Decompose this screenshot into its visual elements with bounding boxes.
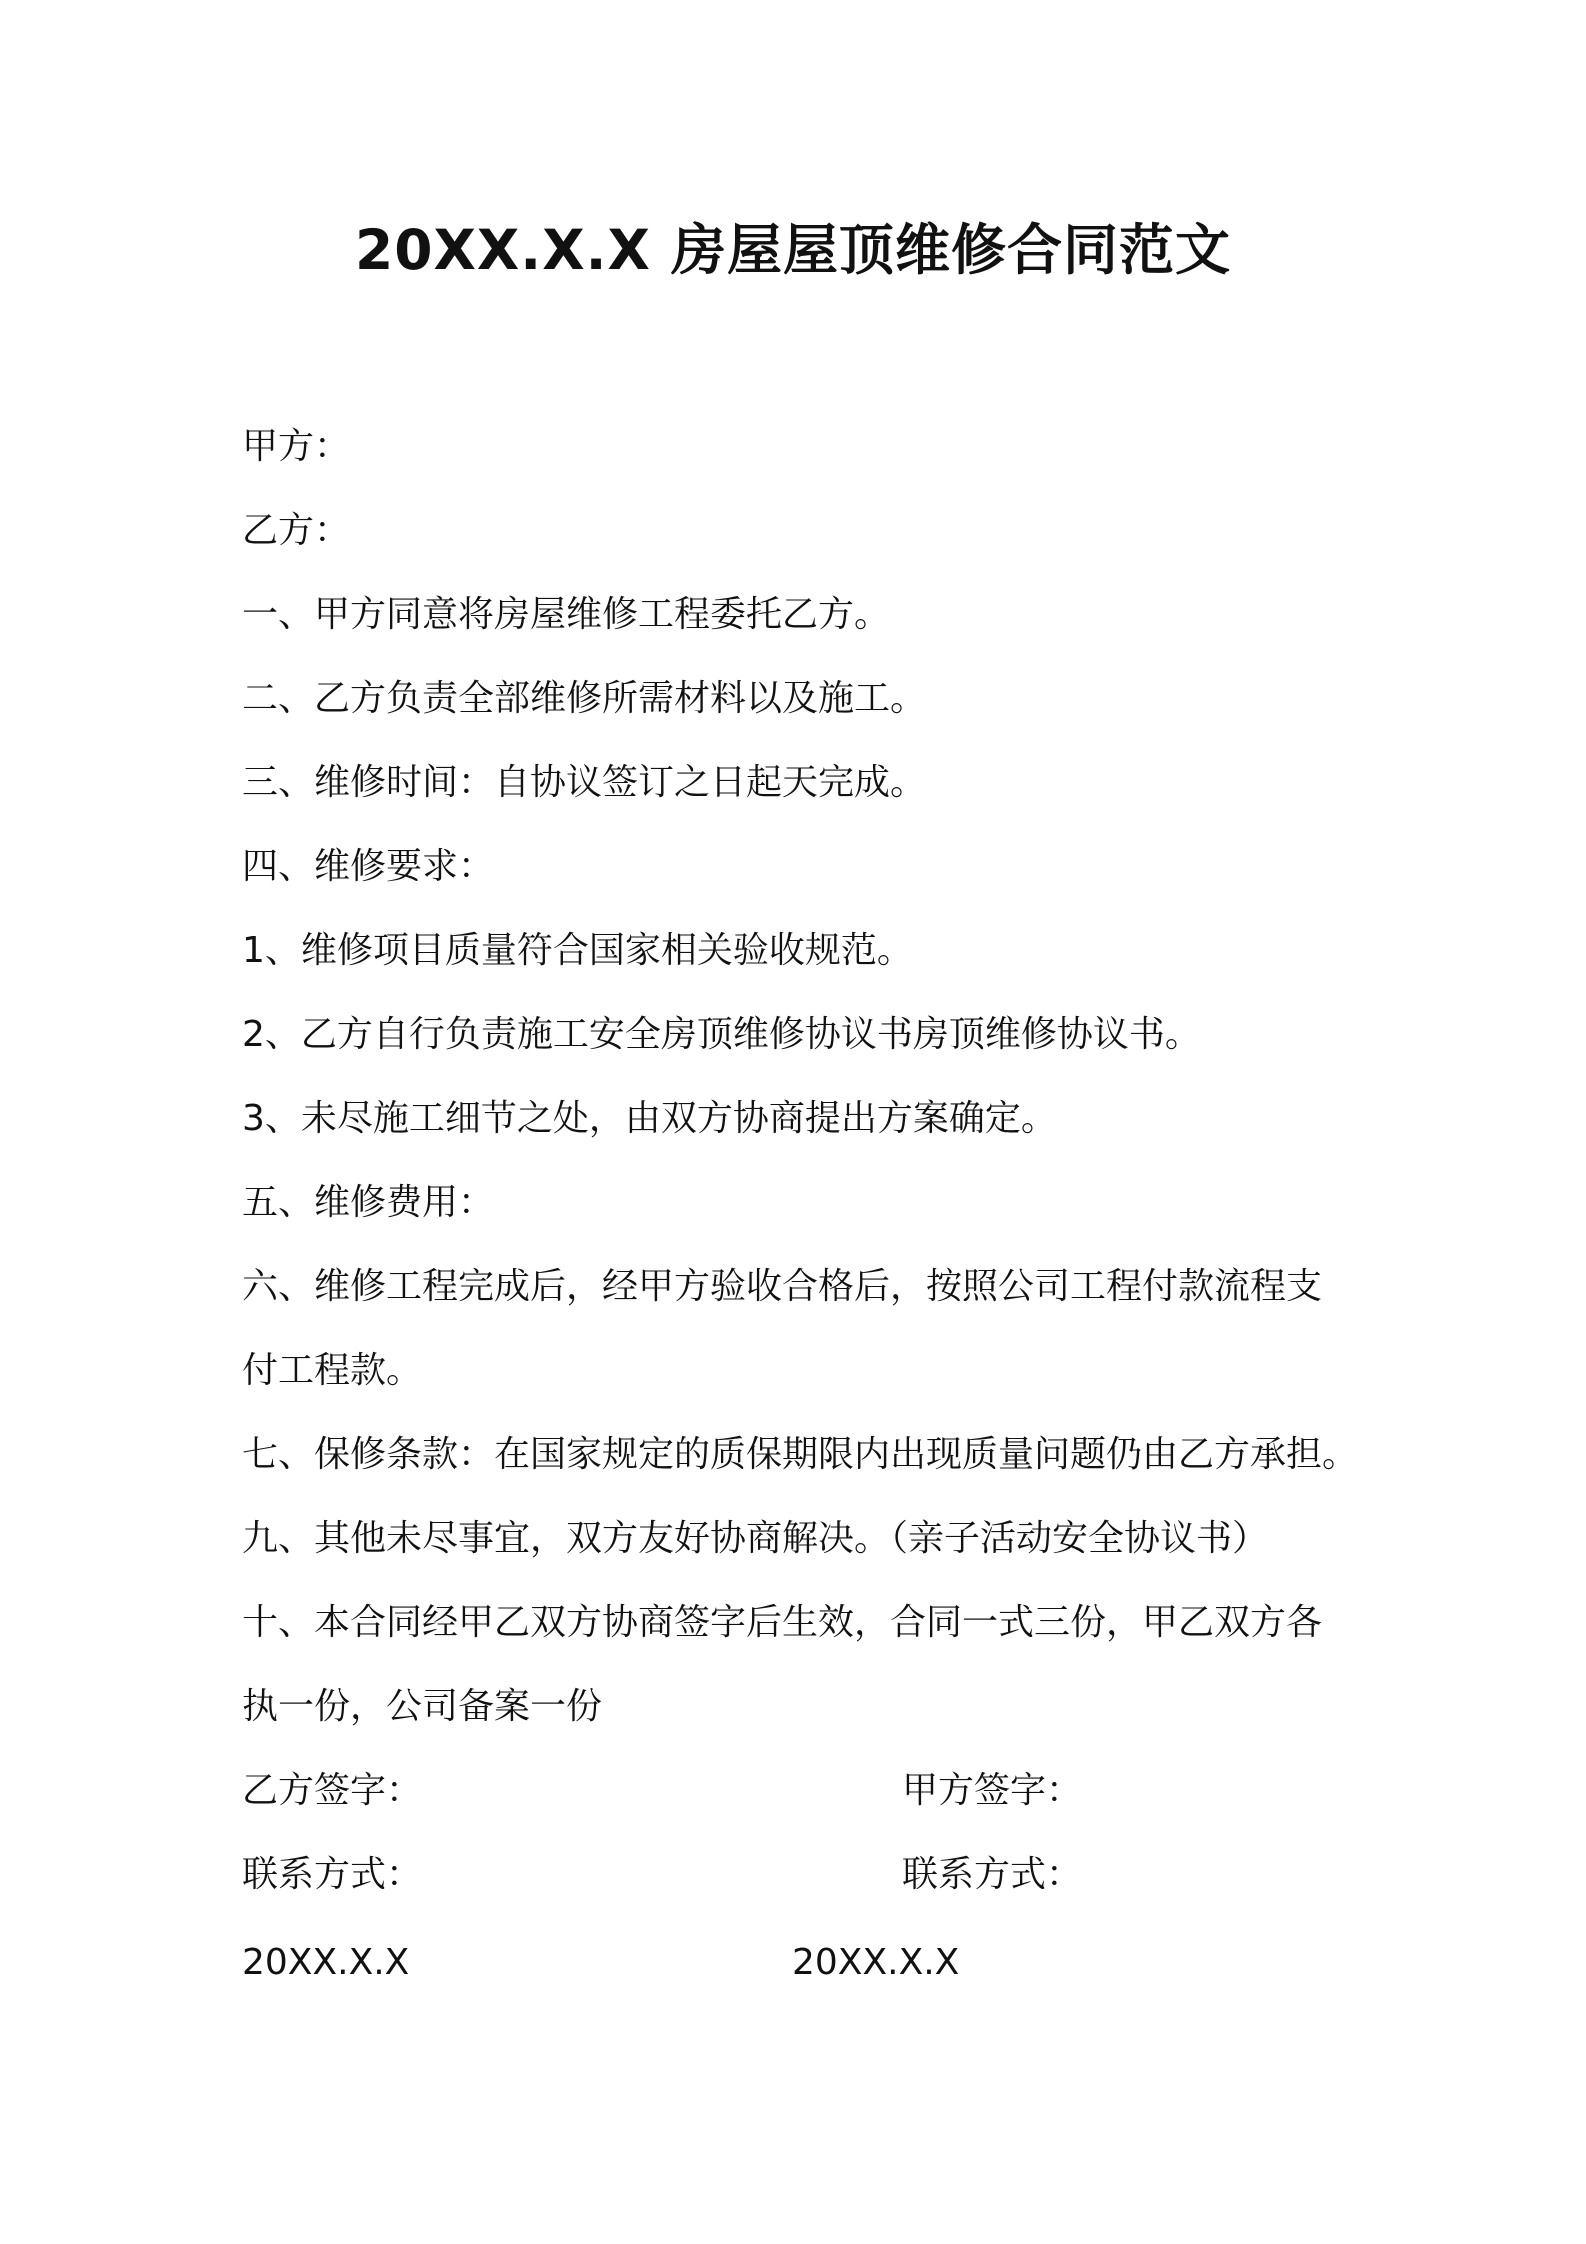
requirement-3: 3、未尽施工细节之处，由双方协商提出方案确定。 <box>242 1098 1057 1139</box>
clause-6-part-1: 六、维修工程完成后，经甲方验收合格后，按照公司工程付款流程支 <box>242 1266 1323 1307</box>
clause-10-part-1: 十、本合同经甲乙双方协商签字后生效，合同一式三份，甲乙双方各 <box>242 1602 1323 1643</box>
clause-10-part-2: 执一份，公司备案一份 <box>242 1686 603 1727</box>
clause-9: 九、其他未尽事宜，双方友好协商解决。（亲子活动安全协议书） <box>242 1518 1269 1559</box>
party-b-line: 乙方： <box>242 510 351 551</box>
party-a-line: 甲方： <box>242 426 351 467</box>
party-a-contact-label: 联系方式： <box>902 1854 1083 1895</box>
clause-1: 一、甲方同意将房屋维修工程委托乙方。 <box>242 594 891 635</box>
requirement-2: 2、乙方自行负责施工安全房顶维修协议书房顶维修协议书。 <box>242 1014 1201 1055</box>
clause-5-heading: 五、维修费用： <box>242 1182 495 1223</box>
contract-body <box>242 405 1362 1749</box>
party-b-contact-label: 联系方式： <box>242 1854 423 1895</box>
clause-3: 三、维修时间：自协议签订之日起天完成。 <box>242 762 927 803</box>
clause-7: 七、保修条款：在国家规定的质保期限内出现质量问题仍由乙方承担。 <box>242 1434 1359 1475</box>
party-b-date: 20XX.X.X <box>242 1942 410 1983</box>
document-title: 20XX.X.X 房屋屋顶维修合同范文 <box>354 218 1232 282</box>
requirement-1: 1、维修项目质量符合国家相关验收规范。 <box>242 930 913 971</box>
clause-2: 二、乙方负责全部维修所需材料以及施工。 <box>242 678 927 719</box>
clause-6-part-2: 付工程款。 <box>242 1350 423 1391</box>
party-a-signature-label: 甲方签字： <box>902 1770 1083 1811</box>
party-a-date: 20XX.X.X <box>792 1942 960 1983</box>
party-b-signature-label: 乙方签字： <box>242 1770 423 1811</box>
clause-4-heading: 四、维修要求： <box>242 846 495 887</box>
